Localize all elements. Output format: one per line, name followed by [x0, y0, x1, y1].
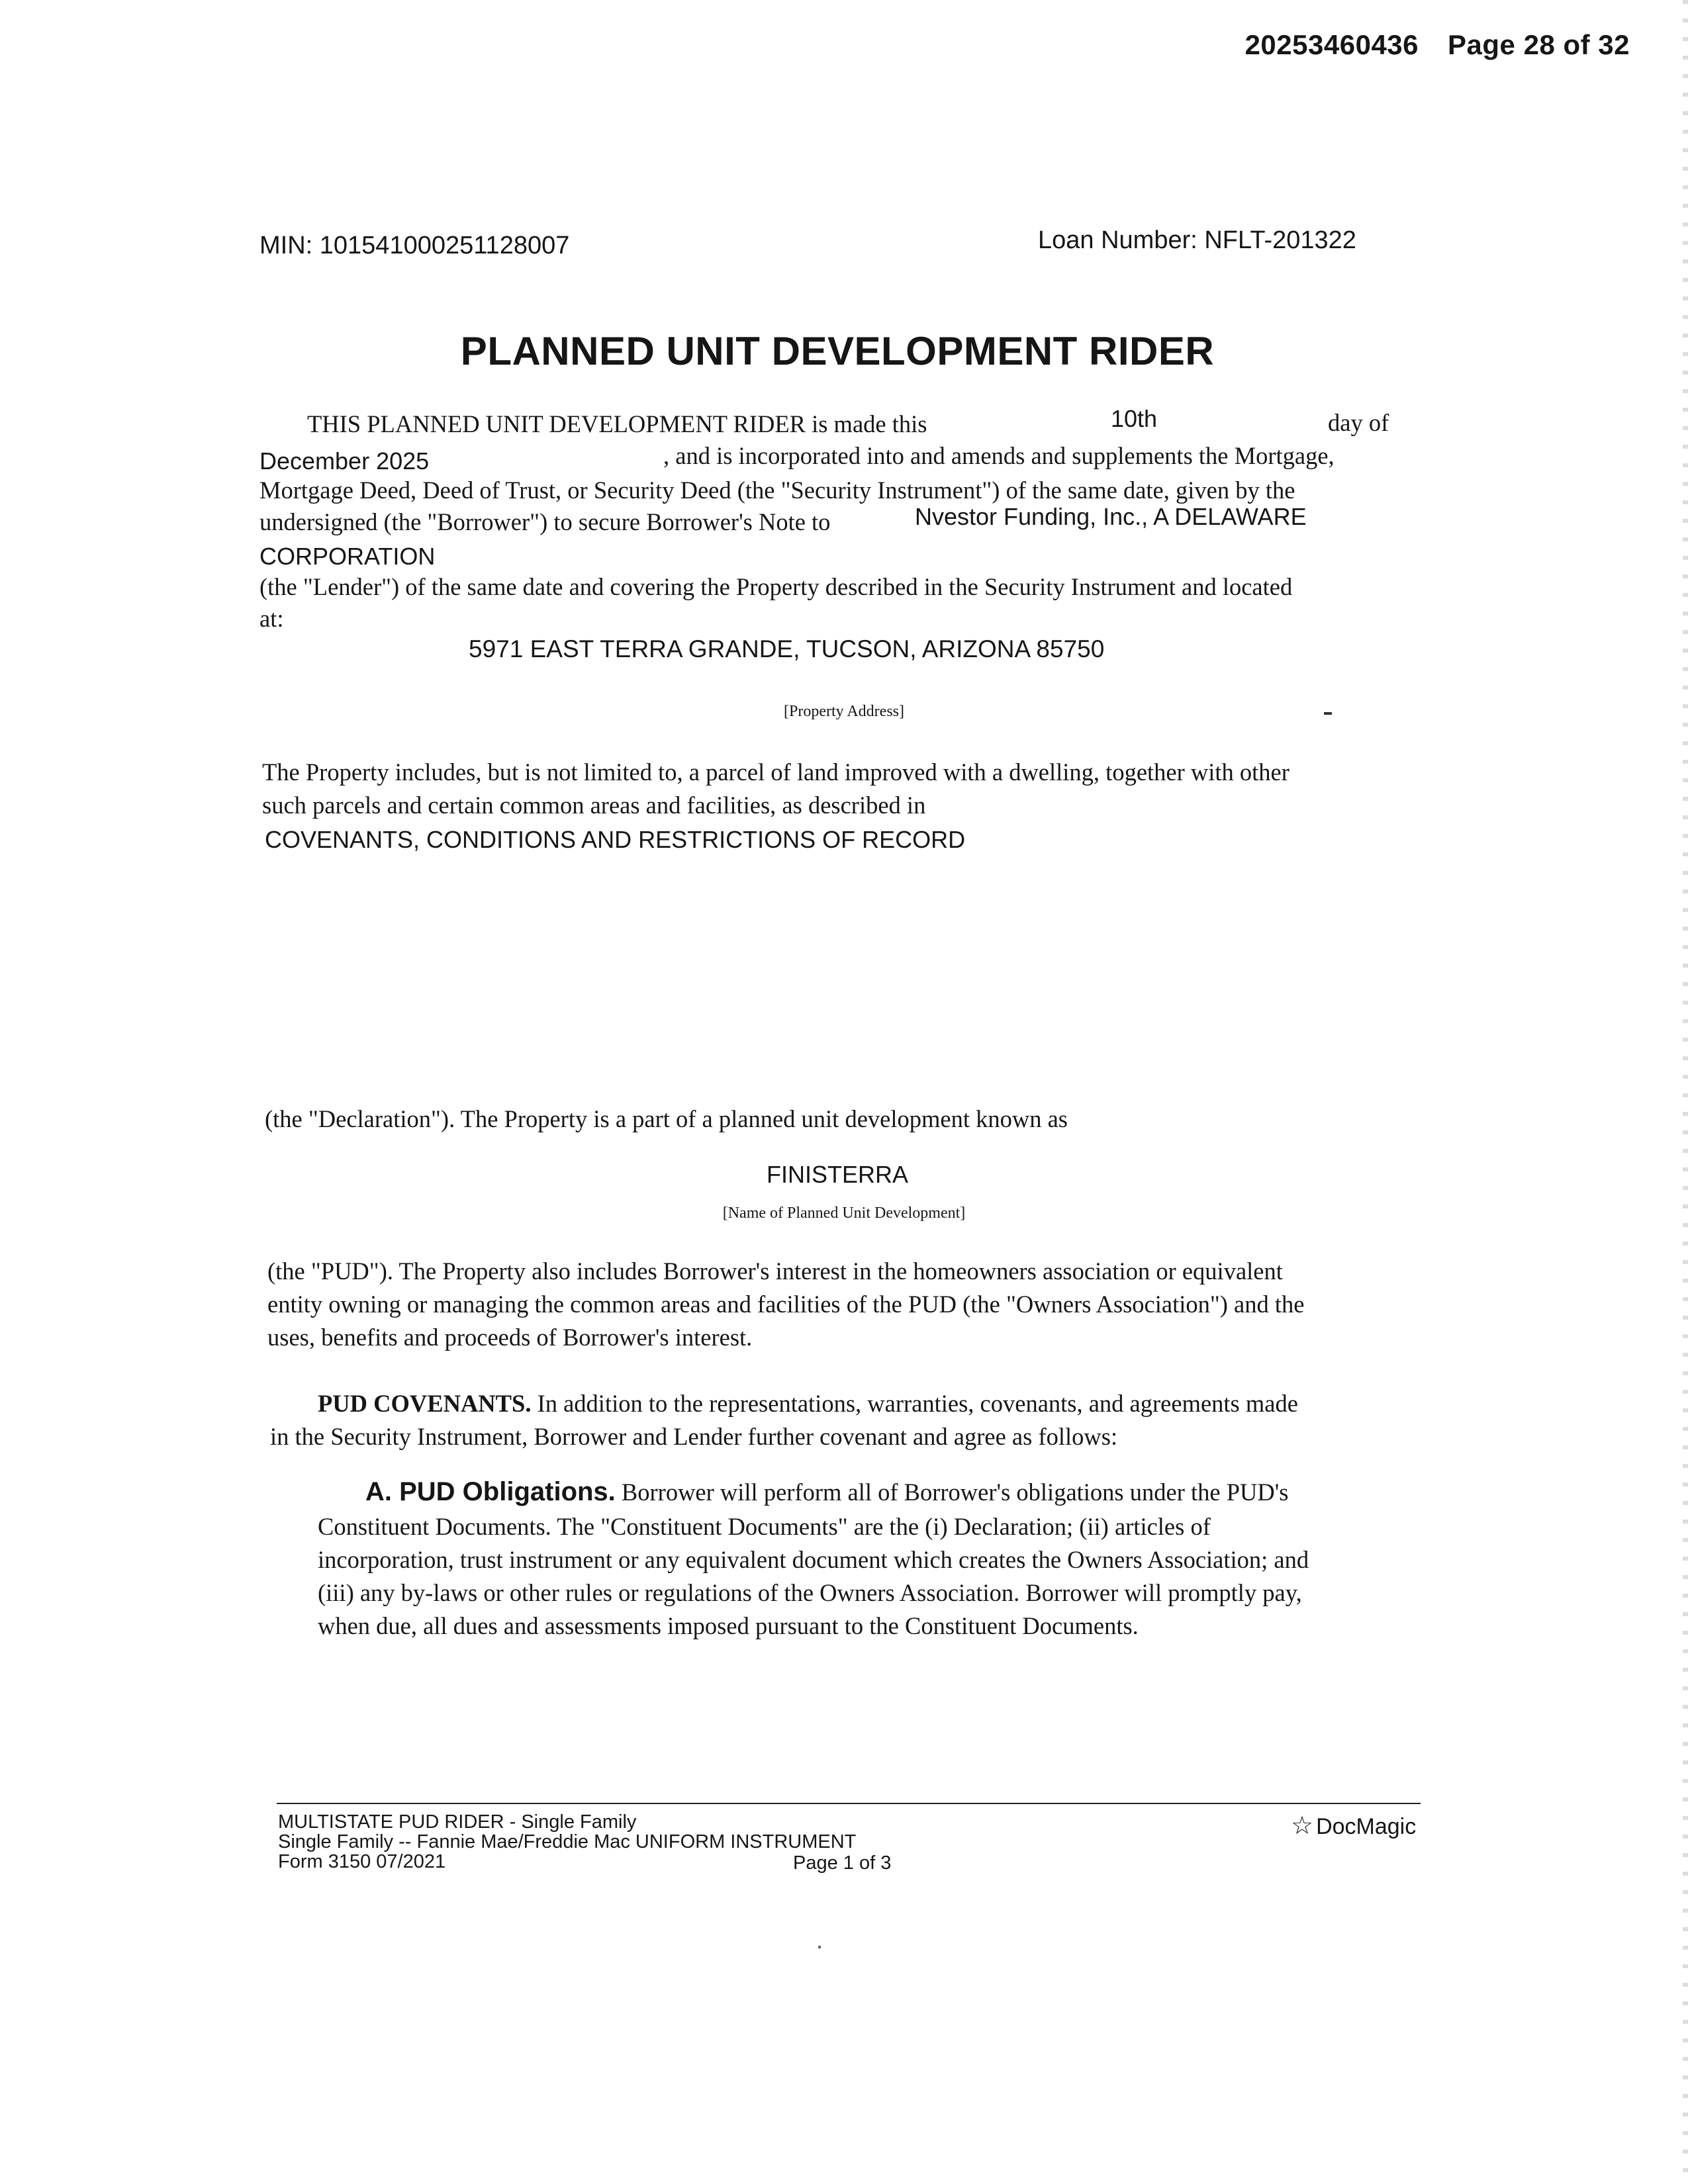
intro-text: THIS PLANNED UNIT DEVELOPMENT RIDER is made this [307, 410, 927, 437]
footer-rule [277, 1803, 1421, 1804]
intro-line-7: at: [259, 605, 284, 632]
lender-name-field: Nvestor Funding, Inc., A DELAWARE [915, 503, 1307, 530]
month-year-field: December 2025 [259, 447, 430, 475]
property-line-1: The Property includes, but is not limited to, a parcel of land improved with a dwelling, together with other [262, 758, 1289, 786]
covenants-text: In addition to the representations, warranties, covenants, and agreements made [537, 1390, 1298, 1417]
stray-dot [818, 1946, 821, 1948]
footer-line-2: Single Family -- Fannie Mae/Freddie Mac UNIFORM INSTRUMENT [278, 1831, 857, 1852]
star-icon: ☆ [1291, 1812, 1314, 1840]
document-title: PLANNED UNIT DEVELOPMENT RIDER [460, 329, 1215, 373]
pud-line-1: (the "PUD"). The Property also includes Borrower's interest in the homeowners association or equivalent [267, 1257, 1283, 1285]
covenants-line-1 [318, 1387, 1298, 1420]
section-a-text: Borrower will perform all of Borrower's obligations under the PUD's [621, 1479, 1289, 1506]
pud-name-caption: [Name of Planned Unit Development] [722, 1205, 966, 1222]
footer-line-3: Form 3150 07/2021 [278, 1851, 446, 1872]
intro-line-4 [259, 506, 830, 538]
intro-text: undersigned (the "Borrower") to secure Borrower's Note to [259, 508, 831, 535]
property-address-caption: [Property Address] [784, 703, 904, 720]
docmagic-logo [1291, 1811, 1416, 1841]
section-a-line-5: when due, all dues and assessments imposed pursuant to the Constituent Documents. [318, 1612, 1139, 1639]
covenants-heading: PUD COVENANTS. [318, 1390, 532, 1417]
intro-line-6: (the "Lender") of the same date and covering the Property described in the Security Instrument and located [259, 573, 1293, 600]
docmagic-brand: DocMagic [1316, 1814, 1417, 1839]
property-address: 5971 EAST TERRA GRANDE, TUCSON, ARIZONA 85750 [469, 635, 1105, 662]
footer-form-info [278, 1812, 856, 1872]
declaration-document-field: COVENANTS, CONDITIONS AND RESTRICTIONS OF RECORD [265, 826, 966, 853]
footer-page-number: Page 1 of 3 [793, 1852, 892, 1874]
covenants-line-2: in the Security Instrument, Borrower and Lender further covenant and agree as follows: [270, 1423, 1118, 1450]
footer-line-1: MULTISTATE PUD RIDER - Single Family [278, 1811, 637, 1833]
document-number: 20253460436 [1244, 29, 1419, 60]
intro-line-3: Mortgage Deed, Deed of Trust, or Security Deed (the "Security Instrument") of the same date, given by the [259, 477, 1295, 504]
intro-line-2: , and is incorporated into and amends and supplements the Mortgage, [663, 442, 1335, 469]
scan-edge [1683, 0, 1688, 2184]
pud-line-3: uses, benefits and proceeds of Borrower's interest. [267, 1324, 753, 1351]
pud-name: FINISTERRA [766, 1161, 908, 1188]
loan-number: Loan Number: NFLT-201322 [1038, 226, 1356, 254]
page-of-total: Page 28 of 32 [1448, 29, 1630, 60]
section-a-line-3: incorporation, trust instrument or any equivalent document which creates the Owners Association; and [318, 1546, 1309, 1573]
pud-line-2: entity owning or managing the common areas and facilities of the PUD (the "Owners Association") and the [267, 1291, 1305, 1318]
day-of-text: day of [1328, 409, 1389, 436]
section-a-heading: A. PUD Obligations. [365, 1477, 616, 1506]
min-number: MIN: 101541000251128007 [259, 232, 570, 259]
section-a-line-1 [365, 1476, 1289, 1508]
property-line-2: such parcels and certain common areas and facilities, as described in [262, 792, 926, 819]
intro-line-1 [307, 408, 927, 440]
day-field: 10th [1111, 405, 1158, 432]
stray-mark [1324, 712, 1332, 715]
section-a-line-2: Constituent Documents. The "Constituent Documents" are the (i) Declaration; (ii) articles of [318, 1513, 1211, 1540]
section-a-line-4: (iii) any by-laws or other rules or regulations of the Owners Association. Borrower will promptly pay, [318, 1579, 1302, 1606]
declaration-line: (the "Declaration"). The Property is a part of a planned unit development known as [265, 1105, 1068, 1132]
lender-name-field-cont: CORPORATION [259, 543, 436, 570]
recording-stamp [1245, 29, 1630, 61]
